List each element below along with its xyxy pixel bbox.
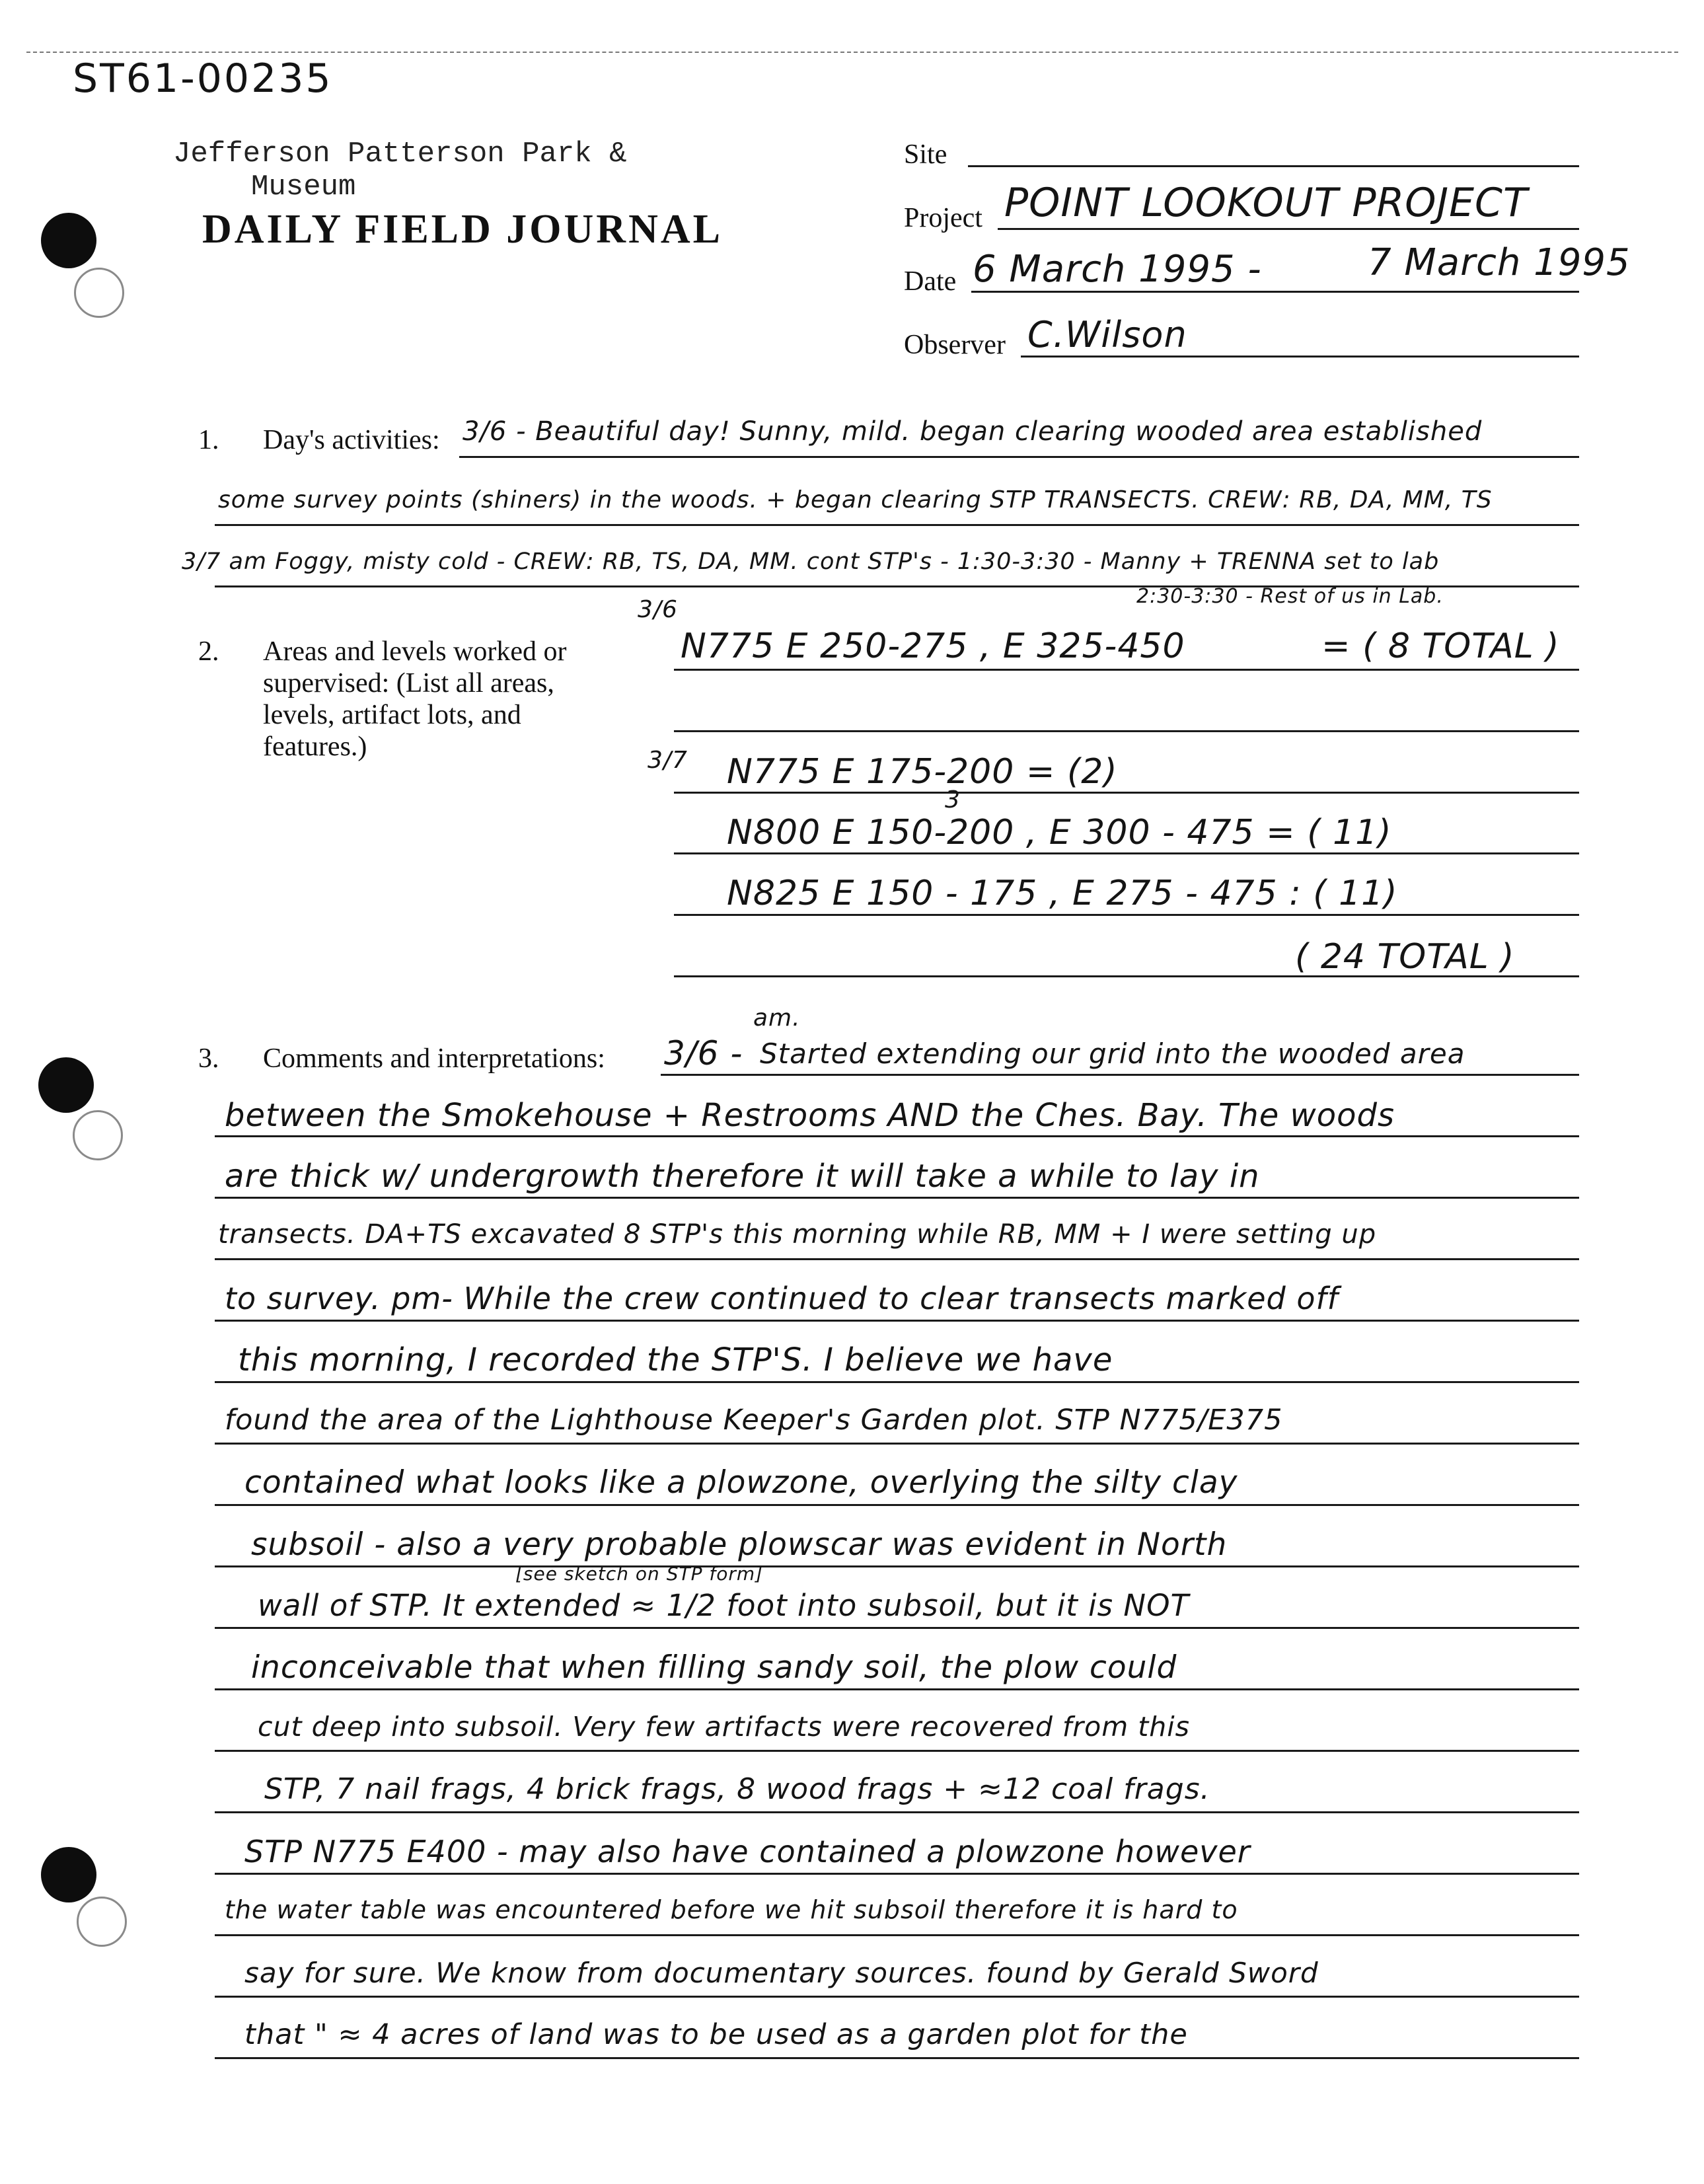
section3-lead: 3/6 - xyxy=(664,1034,743,1073)
section3-line-14: the water table was encountered before we hit subsoil therefore it is hard to xyxy=(225,1895,1238,1924)
section1-number: 1. xyxy=(198,425,219,455)
copy-edge-line xyxy=(26,52,1678,53)
section3-line-6: found the area of the Lighthouse Keeper's Garden plot. STP N775/E375 xyxy=(225,1404,1283,1437)
section1-rule-1 xyxy=(459,456,1579,458)
section3-line-11: cut deep into subsoil. Very few artifacts were recovered from this xyxy=(258,1711,1191,1743)
date-value-end: 7 March 1995 xyxy=(1368,241,1631,284)
project-value: POINT LOOKOUT PROJECT xyxy=(1004,180,1528,226)
section3-rule-15 xyxy=(215,1996,1579,1998)
section3-line-3: transects. DA+TS excavated 8 STP's this morning while RB, MM + I were setting up xyxy=(218,1219,1377,1250)
section3-am-note: am. xyxy=(753,1004,801,1032)
section3-line-10: inconceivable that when filling sandy soil, the plow could xyxy=(251,1649,1177,1686)
section3-rule-8 xyxy=(215,1565,1579,1567)
section2-line-4: N825 E 150 - 175 , E 275 - 475 : ( 11) xyxy=(727,874,1398,913)
section2-note-3: 3 xyxy=(945,786,961,813)
section2-line-3: N800 E 150-200 , E 300 - 475 = ( 11) xyxy=(727,813,1392,852)
project-label: Project xyxy=(904,203,982,233)
section1-rule-2 xyxy=(215,524,1579,526)
section3-rule-1 xyxy=(215,1135,1579,1137)
section2-label-line-3: levels, artifact lots, and xyxy=(263,700,521,730)
institution-line-2: Museum xyxy=(251,170,356,204)
section3-number: 3. xyxy=(198,1043,219,1074)
section2-date-1: 3/6 xyxy=(638,596,678,623)
section3-rule-6 xyxy=(215,1443,1579,1445)
date-value-start: 6 March 1995 - xyxy=(973,248,1262,291)
institution-name xyxy=(173,137,627,204)
section1-label: Day's activities: xyxy=(263,425,440,455)
date-label: Date xyxy=(904,266,957,297)
section2-label-line-1: Areas and levels worked or xyxy=(263,636,567,667)
section3-line-15: say for sure. We know from documentary sources. found by Gerald Sword xyxy=(244,1957,1319,1989)
section3-rule-4 xyxy=(215,1320,1579,1322)
section3-line-5: this morning, I recorded the STP'S. I believe we have xyxy=(238,1341,1113,1378)
punch-hole-ring-top xyxy=(74,268,124,318)
observer-label: Observer xyxy=(904,330,1006,360)
section3-label: Comments and interpretations: xyxy=(263,1043,605,1074)
site-label: Site xyxy=(904,139,947,170)
section3-bracket-note: [see sketch on STP form] xyxy=(515,1563,764,1585)
institution-line-1: Jefferson Patterson Park & xyxy=(173,137,627,170)
form-title: DAILY FIELD JOURNAL xyxy=(202,207,723,252)
observer-value: C.Wilson xyxy=(1027,314,1187,356)
observer-rule xyxy=(1021,356,1579,358)
section2-line-5: ( 24 TOTAL ) xyxy=(1295,937,1515,977)
section3-rule-5 xyxy=(215,1381,1579,1383)
section3-line-4: to survey. pm- While the crew continued to clear transects marked off xyxy=(225,1281,1339,1316)
section3-line-1: between the Smokehouse + Restrooms AND the Ches. Bay. The woods xyxy=(225,1097,1395,1134)
section2-rule-1 xyxy=(674,669,1579,671)
section3-rule-7 xyxy=(215,1504,1579,1506)
document-id: ST61-00235 xyxy=(73,56,333,102)
section2-rule-2 xyxy=(674,730,1579,732)
punch-hole-bottom xyxy=(41,1847,96,1902)
section1-subline: 2:30-3:30 - Rest of us in Lab. xyxy=(1136,585,1444,608)
section1-line-3: 3/7 am Foggy, misty cold - CREW: RB, TS, DA, MM. cont STP's - 1:30-3:30 - Manny + TRENNA set to lab xyxy=(182,548,1440,575)
section3-rule-10 xyxy=(215,1688,1579,1690)
section2-label-line-2: supervised: (List all areas, xyxy=(263,668,554,698)
section3-rule-13 xyxy=(215,1873,1579,1875)
section3-rule-16 xyxy=(215,2057,1579,2059)
section2-number: 2. xyxy=(198,636,219,667)
punch-hole-middle xyxy=(38,1057,94,1113)
section2-rule-5 xyxy=(674,914,1579,916)
punch-hole-ring-middle xyxy=(73,1110,123,1160)
section3-line-13: STP N775 E400 - may also have contained a plowzone however xyxy=(244,1834,1251,1869)
section2-label xyxy=(263,636,567,763)
section2-line-2: N775 E 175-200 = (2) xyxy=(727,752,1118,792)
section3-line-16: that " ≈ 4 acres of land was to be used as a garden plot for the xyxy=(244,2018,1188,2051)
section3-line-12: STP, 7 nail frags, 4 brick frags, 8 wood frags + ≈12 coal frags. xyxy=(264,1772,1210,1806)
section3-rule-0 xyxy=(661,1074,1579,1076)
site-rule xyxy=(968,165,1579,167)
section3-rule-9 xyxy=(215,1627,1579,1629)
section3-line-0: Started extending our grid into the wooded area xyxy=(760,1037,1465,1070)
punch-hole-top xyxy=(41,213,96,268)
section3-line-9: wall of STP. It extended ≈ 1/2 foot into subsoil, but it is NOT xyxy=(258,1588,1189,1623)
section2-date-2: 3/7 xyxy=(648,747,688,774)
section3-line-7: contained what looks like a plowzone, overlying the silty clay xyxy=(244,1464,1238,1501)
section2-label-line-4: features.) xyxy=(263,732,367,762)
section3-line-2: are thick w/ undergrowth therefore it will take a while to lay in xyxy=(225,1158,1260,1195)
section3-rule-11 xyxy=(215,1750,1579,1752)
date-rule xyxy=(971,291,1579,293)
section2-rule-3 xyxy=(674,792,1579,794)
section2-line-1-total: = ( 8 TOTAL ) xyxy=(1321,626,1560,666)
section2-rule-4 xyxy=(674,852,1579,854)
project-rule xyxy=(998,228,1579,230)
section3-rule-14 xyxy=(215,1934,1579,1936)
section1-line-2: some survey points (shiners) in the woods. + began clearing STP TRANSECTS. CREW: RB, DA, MM, TS xyxy=(218,486,1493,513)
section1-line-1: 3/6 - Beautiful day! Sunny, mild. began clearing wooded area established xyxy=(463,416,1483,447)
section2-line-1: N775 E 250-275 , E 325-450 xyxy=(681,626,1185,666)
section3-rule-3 xyxy=(215,1258,1579,1260)
section3-rule-12 xyxy=(215,1811,1579,1813)
section3-rule-2 xyxy=(215,1197,1579,1199)
punch-hole-ring-bottom xyxy=(77,1897,127,1947)
section3-line-8: subsoil - also a very probable plowscar was evident in North xyxy=(251,1526,1228,1563)
